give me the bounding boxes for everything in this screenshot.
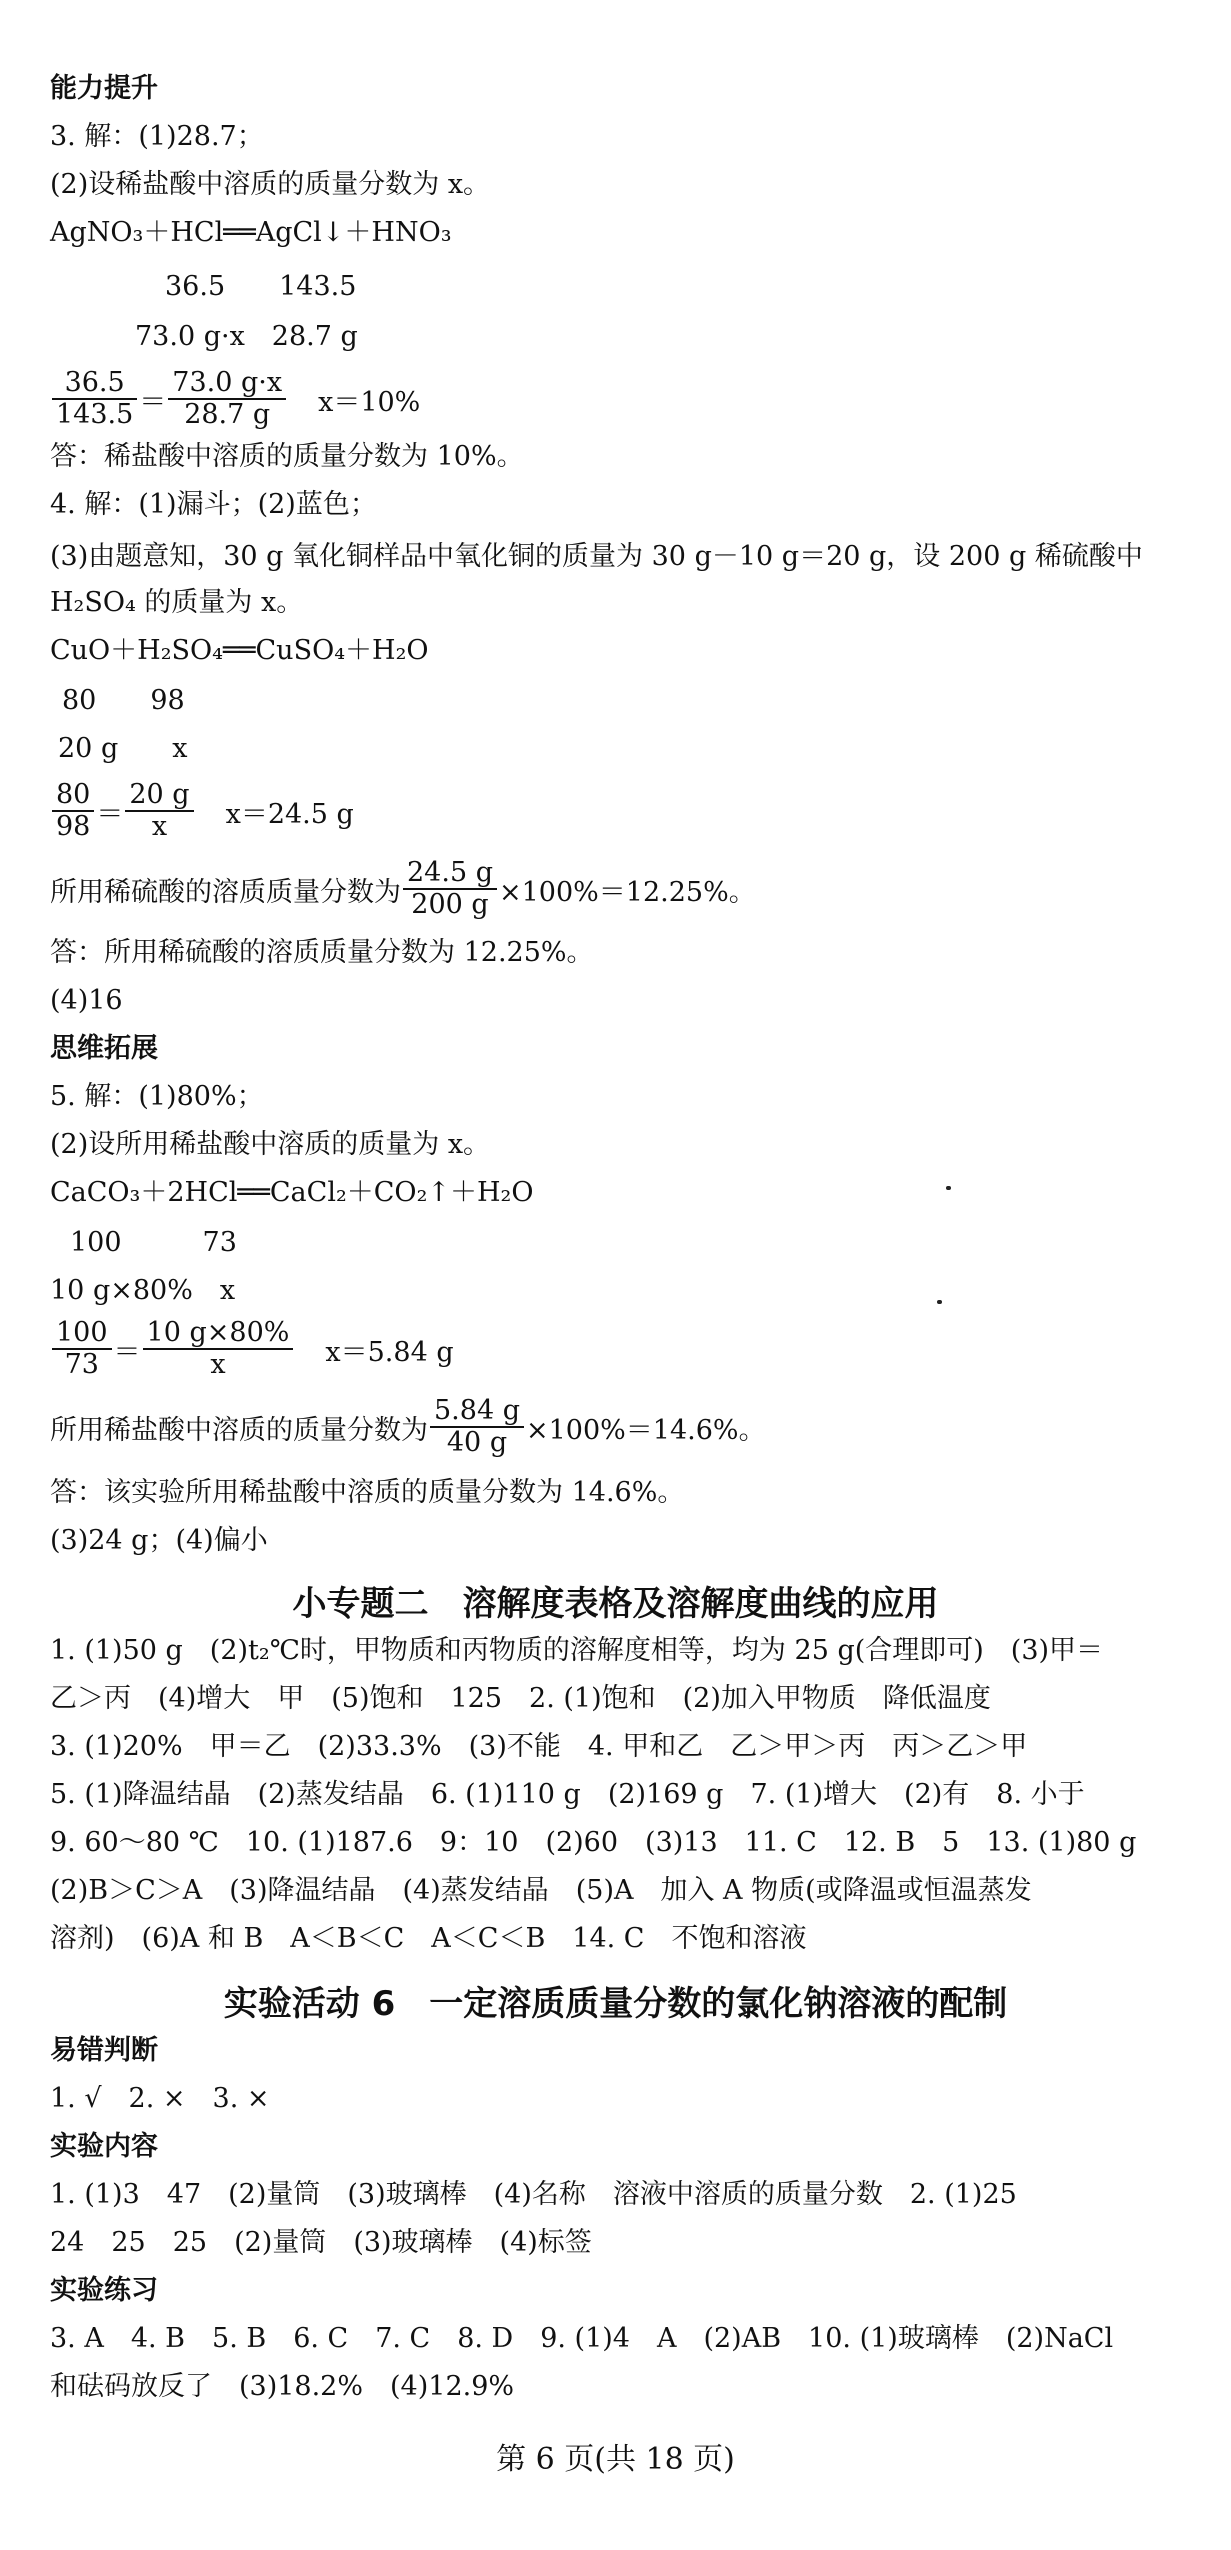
solubility-line: 5. (1)降温结晶 (2)蒸发结晶 6. (1)110 g (2)169 g 7. (1)增大 (2)有 8. 小于 [50, 1779, 1085, 1810]
solubility-line: 溶剂) (6)A 和 B A＜B＜C A＜C＜B 14. C 不饱和溶液 [50, 1923, 807, 1954]
eq-suffix: ×100%＝14.6%。 [525, 1414, 766, 1446]
mass-ratio-row: 80 98 [62, 685, 185, 716]
solubility-line: 3. (1)20% 甲＝乙 (2)33.3% (3)不能 4. 甲和乙 乙＞甲＞丙 丙＞乙＞甲 [50, 1731, 1028, 1762]
denominator: x [210, 1349, 226, 1380]
fraction [430, 1396, 524, 1458]
heading-thinking: 思维拓展 [50, 1033, 158, 1064]
mass-value-row: 10 g×80% x [50, 1275, 236, 1306]
experiment-content-line: 1. (1)3 47 (2)量筒 (3)玻璃棒 (4)名称 溶液中溶质的质量分数 2. (1)25 [50, 2179, 1017, 2210]
fraction [52, 780, 94, 842]
eq-prefix: 所用稀硫酸的溶质质量分数为 [50, 876, 401, 908]
numerator: 10 g×80% [143, 1318, 294, 1350]
denominator: 200 g [411, 889, 489, 920]
equation-caco3: CaCO₃＋2HCl══CaCl₂＋CO₂↑＋H₂O [50, 1177, 534, 1208]
solubility-line: 9. 60～80 ℃ 10. (1)187.6 9：10 (2)60 (3)13 11. C 12. B 5 13. (1)80 g [50, 1827, 1137, 1858]
numerator: 36.5 [52, 368, 137, 400]
result: x＝5.84 g [325, 1336, 454, 1368]
heading-experiment-content: 实验内容 [50, 2131, 158, 2162]
equation-cuo: CuO＋H₂SO₄══CuSO₄＋H₂O [50, 635, 429, 666]
percent-eq-1 [50, 858, 756, 920]
percent-eq-2 [50, 1396, 766, 1458]
denominator: 28.7 g [184, 399, 271, 430]
answer-5-part1: 5. 解：(1)80%； [50, 1081, 264, 1112]
numerator: 20 g [125, 780, 193, 812]
experiment-content-line: 24 25 25 (2)量筒 (3)玻璃棒 (4)标签 [50, 2227, 592, 2258]
proportion-eq-2 [50, 780, 354, 842]
solubility-line: (2)B＞C＞A (3)降温结晶 (4)蒸发结晶 (5)A 加入 A 物质(或降温或恒温蒸发 [50, 1875, 1032, 1906]
answer-4-part3: (3)由题意知，30 g 氧化铜样品中氧化铜的质量为 30 g－10 g＝20 g，设 200 g 稀硫酸中 [50, 541, 1143, 572]
equals-sign: ＝ [96, 798, 124, 830]
heading-ability: 能力提升 [50, 73, 158, 104]
proportion-eq-3 [50, 1318, 454, 1380]
fraction [168, 368, 286, 430]
denominator: 98 [56, 811, 91, 842]
solubility-line: 1. (1)50 g (2)t₂℃时，甲物质和丙物质的溶解度相等，均为 25 g(合理即可) (3)甲＝ [50, 1635, 1104, 1666]
denominator: 40 g [446, 1427, 508, 1458]
section-title-experiment: 实验活动 6 一定溶质质量分数的氯化钠溶液的配制 [223, 1984, 1008, 2024]
numerator: 5.84 g [430, 1396, 524, 1428]
heading-experiment-practice: 实验练习 [50, 2275, 158, 2306]
answer-4-part3-cont: H₂SO₄ 的质量为 x。 [50, 587, 304, 618]
mass-ratio-row: 100 73 [70, 1227, 237, 1258]
equals-sign: ＝ [139, 386, 167, 418]
numerator: 24.5 g [403, 858, 497, 890]
fraction [52, 368, 137, 430]
heading-error-judgment: 易错判断 [50, 2035, 158, 2066]
answer-4-part4: (4)16 [50, 985, 123, 1016]
experiment-practice-line: 3. A 4. B 5. B 6. C 7. C 8. D 9. (1)4 A (2)AB 10. (1)玻璃棒 (2)NaCl [50, 2323, 1114, 2354]
equals-sign: ＝ [113, 1336, 141, 1368]
proportion-eq-1 [50, 368, 420, 430]
page-footer: 第 6 页(共 18 页) [496, 2442, 735, 2477]
numerator: 80 [52, 780, 94, 812]
experiment-practice-line: 和砝码放反了 (3)18.2% (4)12.9% [50, 2371, 515, 2402]
fraction [403, 858, 497, 920]
fraction [125, 780, 193, 842]
denominator: x [151, 811, 168, 842]
answer-4-part1: 4. 解：(1)漏斗；(2)蓝色； [50, 489, 377, 520]
eq-prefix: 所用稀盐酸中溶质的质量分数为 [50, 1414, 428, 1446]
error-judgment-answers: 1. √ 2. × 3. × [50, 2083, 270, 2114]
mass-value-row: 20 g x [58, 733, 188, 764]
answer-5-conclusion: 答：该实验所用稀盐酸中溶质的质量分数为 14.6%。 [50, 1477, 685, 1508]
fraction [52, 1318, 112, 1380]
result: x＝24.5 g [225, 798, 354, 830]
answer-3-conclusion: 答：稀盐酸中溶质的质量分数为 10%。 [50, 441, 524, 472]
mass-value-row: 73.0 g·x 28.7 g [135, 321, 358, 352]
answer-5-part2: (2)设所用稀盐酸中溶质的质量为 x。 [50, 1129, 491, 1160]
answer-5-part3: (3)24 g；(4)偏小 [50, 1525, 268, 1556]
answer-3-part2: (2)设稀盐酸中溶质的质量分数为 x。 [50, 169, 491, 200]
equation-agno3: AgNO₃＋HCl══AgCl↓＋HNO₃ [50, 217, 452, 248]
eq-suffix: ×100%＝12.25%。 [498, 876, 756, 908]
scan-speck [946, 1186, 951, 1190]
mass-ratio-row: 36.5 143.5 [165, 271, 357, 302]
scan-speck [937, 1300, 942, 1304]
answer-3-part1: 3. 解：(1)28.7； [50, 121, 264, 152]
answer-4-conclusion: 答：所用稀硫酸的溶质质量分数为 12.25%。 [50, 937, 594, 968]
result: x＝10% [318, 386, 421, 418]
numerator: 73.0 g·x [168, 368, 286, 400]
fraction [143, 1318, 294, 1380]
numerator: 100 [52, 1318, 112, 1350]
section-title-solubility: 小专题二 溶解度表格及溶解度曲线的应用 [292, 1584, 939, 1624]
denominator: 143.5 [56, 399, 134, 430]
solubility-line: 乙＞丙 (4)增大 甲 (5)饱和 125 2. (1)饱和 (2)加入甲物质 降低温度 [50, 1683, 991, 1714]
denominator: 73 [64, 1349, 99, 1380]
